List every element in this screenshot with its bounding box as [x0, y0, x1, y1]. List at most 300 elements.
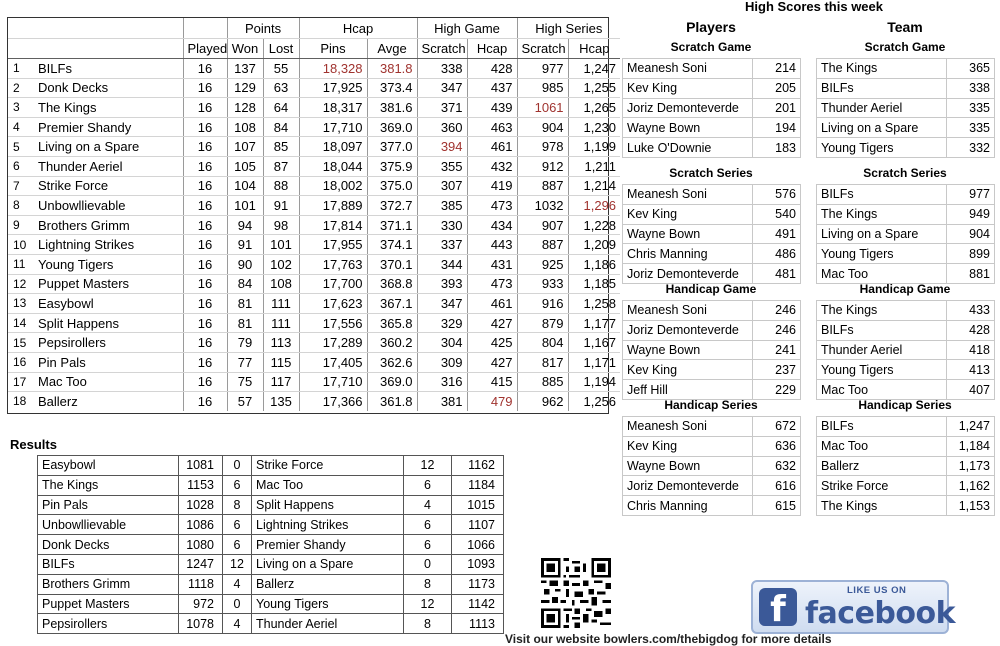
score-value: 977: [947, 185, 995, 205]
score-row: [623, 138, 801, 158]
score-value: 540: [753, 204, 801, 224]
score-row: [623, 496, 801, 516]
result-row: [38, 614, 504, 634]
standings-row: [8, 98, 620, 118]
standings-table: [8, 18, 620, 411]
home-team: Donk Decks: [38, 535, 179, 555]
cell-hg-scratch: 371: [417, 98, 467, 118]
home-team: The Kings: [38, 475, 179, 495]
cell-pins: 17,889: [299, 196, 367, 216]
team-name-cell: The Kings: [36, 98, 183, 118]
standings-row: [8, 117, 620, 137]
standings-row: [8, 254, 620, 274]
players-score-table: [622, 58, 801, 158]
cell-avge: 373.4: [367, 78, 417, 98]
cell-won: 128: [227, 98, 263, 118]
home-score: 1118: [179, 574, 223, 594]
score-row: [623, 417, 801, 437]
result-row: [38, 475, 504, 495]
home-team: Brothers Grimm: [38, 574, 179, 594]
home-score: 1078: [179, 614, 223, 634]
player-name: Joriz Demonteverde: [623, 264, 753, 284]
result-row: [38, 554, 504, 574]
cell-won: 94: [227, 215, 263, 235]
rank-cell: 17: [8, 372, 36, 392]
team-score-table: [816, 58, 995, 158]
team-name: Mac Too: [817, 436, 947, 456]
cell-pins: 17,623: [299, 294, 367, 314]
players-score-table: [622, 300, 801, 400]
rank-cell: 3: [8, 98, 36, 118]
cell-played: 16: [183, 333, 227, 353]
col-hg-scratch: Scratch: [417, 39, 467, 59]
team-name: Young Tigers: [817, 138, 947, 158]
score-row: [817, 185, 995, 205]
cell-lost: 108: [263, 274, 299, 294]
cell-avge: 370.1: [367, 254, 417, 274]
score-value: 237: [753, 360, 801, 380]
away-team: Young Tigers: [252, 594, 404, 614]
cell-played: 16: [183, 392, 227, 411]
score-value: 428: [947, 320, 995, 340]
away-points: 6: [404, 475, 452, 495]
cell-played: 16: [183, 176, 227, 196]
team-name: The Kings: [817, 59, 947, 79]
cell-hg-hcap: 473: [467, 274, 517, 294]
team-heading: Team: [887, 19, 923, 35]
cell-avge: 367.1: [367, 294, 417, 314]
standings-row: [8, 333, 620, 353]
team-name: The Kings: [817, 301, 947, 321]
home-score: 1028: [179, 495, 223, 515]
cell-hs-scratch: 916: [517, 294, 568, 314]
away-points: 4: [404, 495, 452, 515]
team-name-cell: Split Happens: [36, 313, 183, 333]
team-name-cell: Lightning Strikes: [36, 235, 183, 255]
team-name: Thunder Aeriel: [817, 340, 947, 360]
cell-hg-hcap: 461: [467, 294, 517, 314]
rank-cell: 18: [13, 394, 27, 409]
cell-hs-hcap: 1,230: [568, 117, 620, 137]
home-score: 1086: [179, 515, 223, 535]
high-series-header: High Series: [517, 18, 620, 39]
player-name: Joriz Demonteverde: [623, 320, 753, 340]
team-section-title: Handicap Game: [859, 282, 951, 296]
score-row: [817, 224, 995, 244]
standings-row: [8, 215, 620, 235]
team-name: Young Tigers: [817, 360, 947, 380]
cell-hs-hcap: 1,214: [568, 176, 620, 196]
cell-hg-hcap: 443: [467, 235, 517, 255]
cell-hg-hcap: 431: [467, 254, 517, 274]
team-name: Ballerz: [817, 456, 947, 476]
cell-played: 16: [183, 352, 227, 372]
home-team: Pin Pals: [38, 495, 179, 515]
team-name: The Kings: [817, 204, 947, 224]
cell-hs-hcap: 1,258: [568, 294, 620, 314]
team-name-cell: Mac Too: [36, 372, 183, 392]
player-name: Wayne Bown: [623, 118, 753, 138]
score-value: 246: [753, 301, 801, 321]
cell-pins: 18,002: [299, 176, 367, 196]
cell-hs-scratch: 912: [517, 156, 568, 176]
team-name-cell: Ballerz: [38, 393, 78, 409]
score-row: [623, 185, 801, 205]
home-points: 4: [223, 614, 252, 634]
standings-row: [8, 156, 620, 176]
cell-hg-scratch: 381: [417, 392, 467, 411]
team-name-cell: Puppet Masters: [36, 274, 183, 294]
score-value: 576: [753, 185, 801, 205]
cell-avge: 369.0: [367, 372, 417, 392]
cell-hs-hcap: 1,199: [568, 137, 620, 157]
cell-won: 84: [227, 274, 263, 294]
team-name: BILFs: [817, 320, 947, 340]
cell-avge: 368.8: [367, 274, 417, 294]
cell-pins: 17,763: [299, 254, 367, 274]
score-row: [623, 118, 801, 138]
cell-avge: 374.1: [367, 235, 417, 255]
col-avge: Avge: [367, 39, 417, 59]
cell-hg-hcap: 427: [467, 313, 517, 333]
rank-cell: 10: [8, 235, 36, 255]
score-value: 899: [947, 244, 995, 264]
cell-hs-hcap: 1,186: [568, 254, 620, 274]
team-name: Thunder Aeriel: [817, 98, 947, 118]
col-lost: Lost: [263, 39, 299, 59]
score-value: 246: [753, 320, 801, 340]
website-footer-text: Visit our website bowlers.com/thebigdog for more details: [505, 632, 832, 646]
score-row: [623, 264, 801, 284]
cell-hg-hcap: 419: [467, 176, 517, 196]
rank-cell: 11: [8, 254, 36, 274]
player-name: Kev King: [623, 436, 753, 456]
score-row: [817, 118, 995, 138]
player-name: Chris Manning: [623, 496, 753, 516]
away-score: 1093: [452, 554, 504, 574]
cell-played: 16: [183, 313, 227, 333]
cell-hs-hcap: 1,185: [568, 274, 620, 294]
cell-lost: 64: [263, 98, 299, 118]
home-points: 0: [223, 594, 252, 614]
cell-played: 16: [183, 274, 227, 294]
cell-played: 16: [183, 59, 227, 79]
score-row: [623, 244, 801, 264]
cell-hs-hcap: 1,247: [568, 59, 620, 79]
cell-won: 108: [227, 117, 263, 137]
cell-pins: 17,700: [299, 274, 367, 294]
score-value: 672: [753, 417, 801, 437]
cell-avge: 375.0: [367, 176, 417, 196]
team-name-cell: Pepsirollers: [36, 333, 183, 353]
cell-hs-hcap: 1,296: [568, 196, 620, 216]
team-name: BILFs: [817, 417, 947, 437]
home-points: 6: [223, 515, 252, 535]
score-value: 205: [753, 78, 801, 98]
home-score: 1153: [179, 475, 223, 495]
score-value: 632: [753, 456, 801, 476]
team-name-cell: Brothers Grimm: [36, 215, 183, 235]
cell-avge: 371.1: [367, 215, 417, 235]
cell-played: 16: [183, 117, 227, 137]
results-table: [37, 455, 504, 634]
player-name: Kev King: [623, 78, 753, 98]
score-row: [817, 301, 995, 321]
home-team: Easybowl: [38, 456, 179, 476]
score-value: 418: [947, 340, 995, 360]
cell-hg-scratch: 309: [417, 352, 467, 372]
score-value: 1,153: [947, 496, 995, 516]
score-value: 365: [947, 59, 995, 79]
cell-lost: 88: [263, 176, 299, 196]
player-name: Meanesh Soni: [623, 185, 753, 205]
results-title: Results: [10, 437, 57, 452]
cell-pins: 18,044: [299, 156, 367, 176]
cell-hs-hcap: 1,209: [568, 235, 620, 255]
cell-played: 16: [183, 235, 227, 255]
team-name-cell: Donk Decks: [36, 78, 183, 98]
score-value: 332: [947, 138, 995, 158]
cell-lost: 111: [263, 313, 299, 333]
cell-hs-scratch: 804: [517, 333, 568, 353]
cell-lost: 63: [263, 78, 299, 98]
standings-row: [8, 352, 620, 372]
standings-row: [8, 274, 620, 294]
score-value: 616: [753, 476, 801, 496]
cell-won: 107: [227, 137, 263, 157]
cell-hs-scratch: 887: [517, 176, 568, 196]
cell-lost: 113: [263, 333, 299, 353]
player-name: Meanesh Soni: [623, 417, 753, 437]
score-row: [817, 98, 995, 118]
cell-avge: 381.8: [367, 59, 417, 79]
standings-column-header: [8, 39, 620, 59]
score-row: [817, 456, 995, 476]
cell-pins: 18,097: [299, 137, 367, 157]
score-value: 183: [753, 138, 801, 158]
cell-hs-scratch: 907: [517, 215, 568, 235]
qr-code-icon[interactable]: [537, 558, 615, 628]
cell-hs-scratch: 1032: [517, 196, 568, 216]
cell-hg-hcap: 437: [467, 78, 517, 98]
players-section-title: Scratch Game: [670, 40, 752, 54]
away-team: Living on a Spare: [252, 554, 404, 574]
cell-pins: 18,317: [299, 98, 367, 118]
cell-lost: 91: [263, 196, 299, 216]
points-header: Points: [227, 18, 299, 39]
cell-pins: 18,328: [299, 59, 367, 79]
away-points: 6: [404, 535, 452, 555]
score-row: [817, 436, 995, 456]
cell-lost: 84: [263, 117, 299, 137]
cell-hs-hcap: 1,256: [568, 392, 620, 411]
cell-hg-scratch: 385: [417, 196, 467, 216]
score-row: [623, 98, 801, 118]
players-score-table: [622, 416, 801, 516]
rank-cell: 15: [8, 333, 36, 353]
high-game-header: High Game: [417, 18, 517, 39]
cell-played: 16: [183, 254, 227, 274]
team-name: Living on a Spare: [817, 224, 947, 244]
standings-row: [8, 78, 620, 98]
rank-cell: 1: [8, 59, 36, 79]
cell-hs-scratch: 978: [517, 137, 568, 157]
cell-won: 81: [227, 313, 263, 333]
rank-cell: 9: [8, 215, 36, 235]
score-row: [817, 320, 995, 340]
team-section-title: Handicap Series: [858, 398, 952, 412]
home-points: 6: [223, 475, 252, 495]
cell-pins: 17,925: [299, 78, 367, 98]
team-name-cell: Easybowl: [36, 294, 183, 314]
player-name: Meanesh Soni: [623, 59, 753, 79]
cell-hg-hcap: 473: [467, 196, 517, 216]
standings-row: [8, 235, 620, 255]
score-value: 1,162: [947, 476, 995, 496]
cell-won: 57: [227, 392, 263, 411]
standings-row: [8, 59, 620, 79]
cell-hg-hcap: 461: [467, 137, 517, 157]
cell-hs-scratch: 977: [517, 59, 568, 79]
cell-hg-hcap: 463: [467, 117, 517, 137]
score-value: 904: [947, 224, 995, 244]
score-value: 481: [753, 264, 801, 284]
cell-hs-scratch: 925: [517, 254, 568, 274]
score-row: [623, 360, 801, 380]
team-name: Living on a Spare: [817, 118, 947, 138]
cell-hs-hcap: 1,177: [568, 313, 620, 333]
standings-row: [8, 137, 620, 157]
away-score: 1113: [452, 614, 504, 634]
away-points: 8: [404, 574, 452, 594]
cell-avge: 372.7: [367, 196, 417, 216]
rank-cell: 4: [8, 117, 36, 137]
player-name: Joriz Demonteverde: [623, 476, 753, 496]
away-team: Split Happens: [252, 495, 404, 515]
score-value: 194: [753, 118, 801, 138]
cell-pins: 17,405: [299, 352, 367, 372]
score-row: [817, 496, 995, 516]
players-section-title: Scratch Series: [669, 166, 753, 180]
col-hg-hcap: Hcap: [467, 39, 517, 59]
result-row: [38, 515, 504, 535]
score-value: 407: [947, 380, 995, 400]
cell-hs-scratch: 885: [517, 372, 568, 392]
score-row: [817, 264, 995, 284]
cell-won: 104: [227, 176, 263, 196]
score-value: 636: [753, 436, 801, 456]
cell-won: 129: [227, 78, 263, 98]
player-name: Jeff Hill: [623, 380, 753, 400]
score-row: [623, 380, 801, 400]
cell-won: 91: [227, 235, 263, 255]
score-row: [623, 320, 801, 340]
facebook-like-label: LIKE US ON: [847, 585, 907, 596]
cell-hg-scratch: 329: [417, 313, 467, 333]
player-name: Wayne Bown: [623, 224, 753, 244]
score-value: 615: [753, 496, 801, 516]
away-points: 0: [404, 554, 452, 574]
rank-cell: 2: [8, 78, 36, 98]
away-points: 6: [404, 515, 452, 535]
cell-lost: 135: [263, 392, 299, 411]
team-name: BILFs: [817, 185, 947, 205]
cell-won: 90: [227, 254, 263, 274]
result-row: [38, 535, 504, 555]
cell-hg-hcap: 479: [467, 392, 517, 411]
players-section-title: Handicap Series: [664, 398, 758, 412]
team-section-title: Scratch Game: [864, 40, 946, 54]
result-row: [38, 594, 504, 614]
cell-hg-scratch: 355: [417, 156, 467, 176]
cell-hs-hcap: 1,211: [568, 156, 620, 176]
team-name: Mac Too: [817, 264, 947, 284]
rank-cell: 8: [8, 196, 36, 216]
cell-pins: 17,556: [299, 313, 367, 333]
score-value: 241: [753, 340, 801, 360]
score-value: 201: [753, 98, 801, 118]
cell-avge: 375.9: [367, 156, 417, 176]
cell-pins: 17,955: [299, 235, 367, 255]
cell-hs-hcap: 1,265: [568, 98, 620, 118]
score-row: [623, 340, 801, 360]
rank-cell: 5: [8, 137, 36, 157]
cell-won: 79: [227, 333, 263, 353]
away-score: 1173: [452, 574, 504, 594]
score-value: 335: [947, 98, 995, 118]
cell-lost: 102: [263, 254, 299, 274]
team-name: Strike Force: [817, 476, 947, 496]
standings-row: [8, 196, 620, 216]
rank-cell: 13: [8, 294, 36, 314]
cell-played: 16: [183, 196, 227, 216]
team-name: Mac Too: [817, 380, 947, 400]
facebook-icon: f: [759, 588, 797, 626]
away-team: Ballerz: [252, 574, 404, 594]
cell-lost: 101: [263, 235, 299, 255]
cell-hg-scratch: 304: [417, 333, 467, 353]
col-hs-hcap: Hcap: [568, 39, 620, 59]
cell-lost: 98: [263, 215, 299, 235]
score-row: [623, 78, 801, 98]
team-name: The Kings: [817, 496, 947, 516]
cell-hg-scratch: 338: [417, 59, 467, 79]
standings-row: [8, 313, 620, 333]
score-row: [623, 224, 801, 244]
cell-hg-scratch: 347: [417, 294, 467, 314]
players-heading: Players: [686, 19, 736, 35]
players-section-title: Handicap Game: [665, 282, 757, 296]
away-score: 1142: [452, 594, 504, 614]
team-name-cell: Unbowllievable: [36, 196, 183, 216]
cell-played: 16: [183, 372, 227, 392]
facebook-like-button[interactable]: [751, 580, 956, 634]
team-name-cell: Young Tigers: [36, 254, 183, 274]
cell-avge: 369.0: [367, 117, 417, 137]
player-name: Luke O'Downie: [623, 138, 753, 158]
team-score-table: [816, 416, 995, 516]
cell-hg-scratch: 344: [417, 254, 467, 274]
standings-row: [8, 294, 620, 314]
players-score-table: [622, 184, 801, 284]
cell-lost: 85: [263, 137, 299, 157]
home-score: 1081: [179, 456, 223, 476]
score-row: [817, 244, 995, 264]
away-score: 1162: [452, 456, 504, 476]
cell-pins: 17,814: [299, 215, 367, 235]
player-name: Joriz Demonteverde: [623, 98, 753, 118]
away-score: 1184: [452, 475, 504, 495]
